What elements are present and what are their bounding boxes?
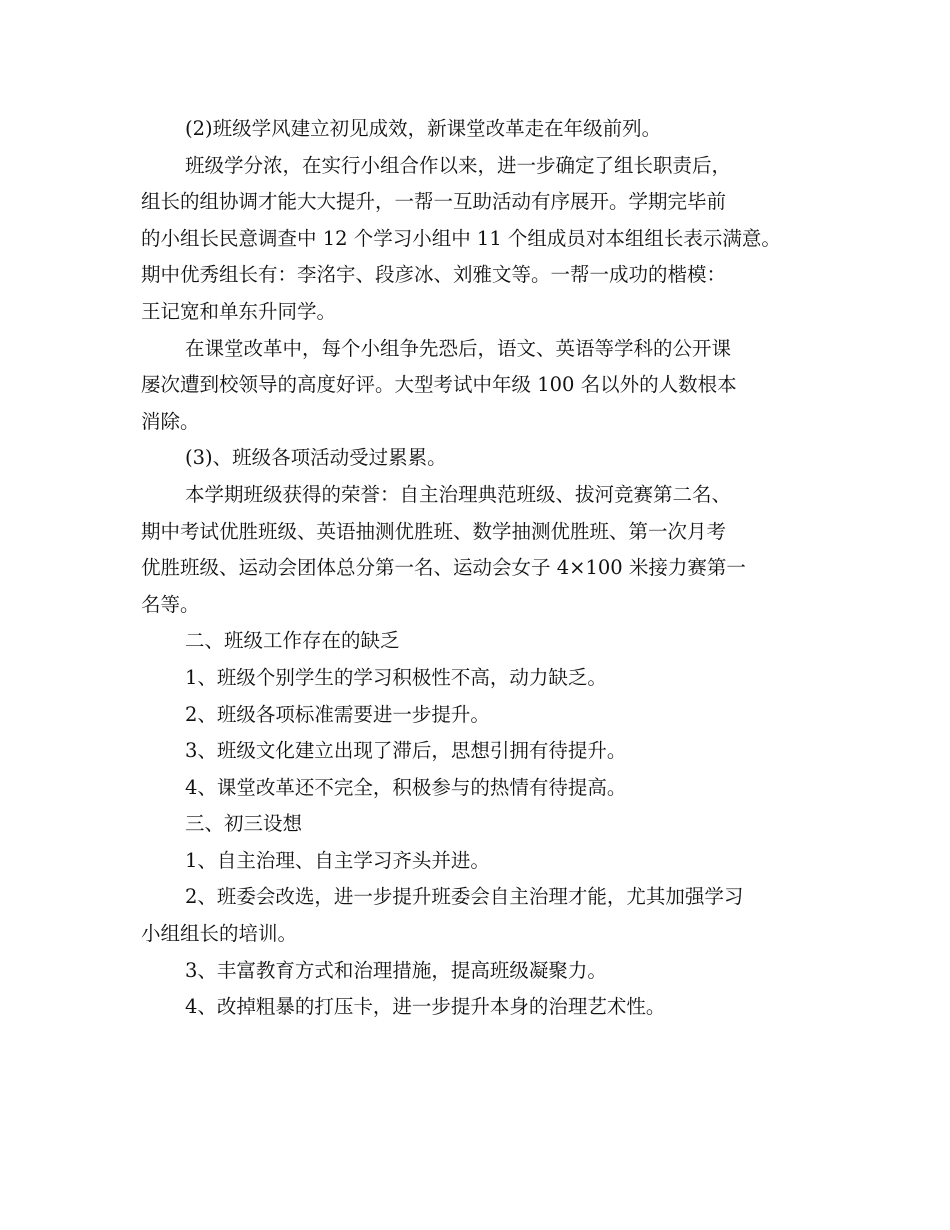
text-line: 消除。 (141, 409, 200, 433)
text-line: (3)、班级各项活动受过累累。 (185, 446, 447, 470)
text-line: 3、班级文化建立出现了滞后，思想引拥有待提升。 (185, 739, 627, 763)
text-line: 班级学分浓，在实行小组合作以来，进一步确定了组长职责后， (185, 153, 732, 177)
text-line: 二、班级工作存在的缺乏 (185, 629, 400, 653)
text-line: 小组组长的培训。 (141, 922, 298, 946)
text-line: 组长的组协调才能大大提升，一帮一互助活动有序展开。学期完毕前 (141, 190, 727, 214)
text-line: 1、班级个别学生的学习积极性不高，动力缺乏。 (185, 665, 607, 689)
document-body (141, 111, 831, 1026)
text-line: 2、班级各项标准需要进一步提升。 (185, 702, 490, 726)
text-line: 优胜班级、运动会团体总分第一名、运动会女子 4×100 米接力赛第一 (141, 556, 746, 580)
text-line: 期中考试优胜班级、英语抽测优胜班、数学抽测优胜班、第一次月考 (141, 519, 727, 543)
text-line: (2)班级学风建立初见成效，新课堂改革走在年级前列。 (185, 117, 662, 140)
text-line: 屡次遭到校领导的高度好评。大型考试中年级 100 名以外的人数根本 (141, 373, 737, 397)
text-line: 的小组长民意调查中 12 个学习小组中 11 个组成员对本组组长表示满意。 (141, 226, 781, 250)
text-line: 期中优秀组长有：李洺宇、段彦冰、刘雅文等。一帮一成功的楷模： (141, 263, 727, 287)
text-line: 名等。 (141, 592, 200, 616)
text-line: 4、改掉粗暴的打压卡，进一步提升本身的治理艺术性。 (185, 995, 666, 1019)
text-line: 1、自主治理、自主学习齐头并进。 (185, 848, 490, 872)
text-line: 本学期班级获得的荣誉：自主治理典范班级、拔河竞赛第二名、 (185, 482, 732, 506)
text-line: 在课堂改革中，每个小组争先恐后，语文、英语等学科的公开课 (185, 336, 732, 360)
text-line: 王记宽和单东升同学。 (141, 299, 337, 323)
text-line: 4、课堂改革还不完全，积极参与的热情有待提高。 (185, 775, 627, 799)
text-line: 三、初三设想 (185, 812, 303, 836)
text-line: 3、丰富教育方式和治理措施，提高班级凝聚力。 (185, 958, 607, 982)
text-line: 2、班委会改选，进一步提升班委会自主治理才能，尤其加强学习 (185, 885, 744, 909)
